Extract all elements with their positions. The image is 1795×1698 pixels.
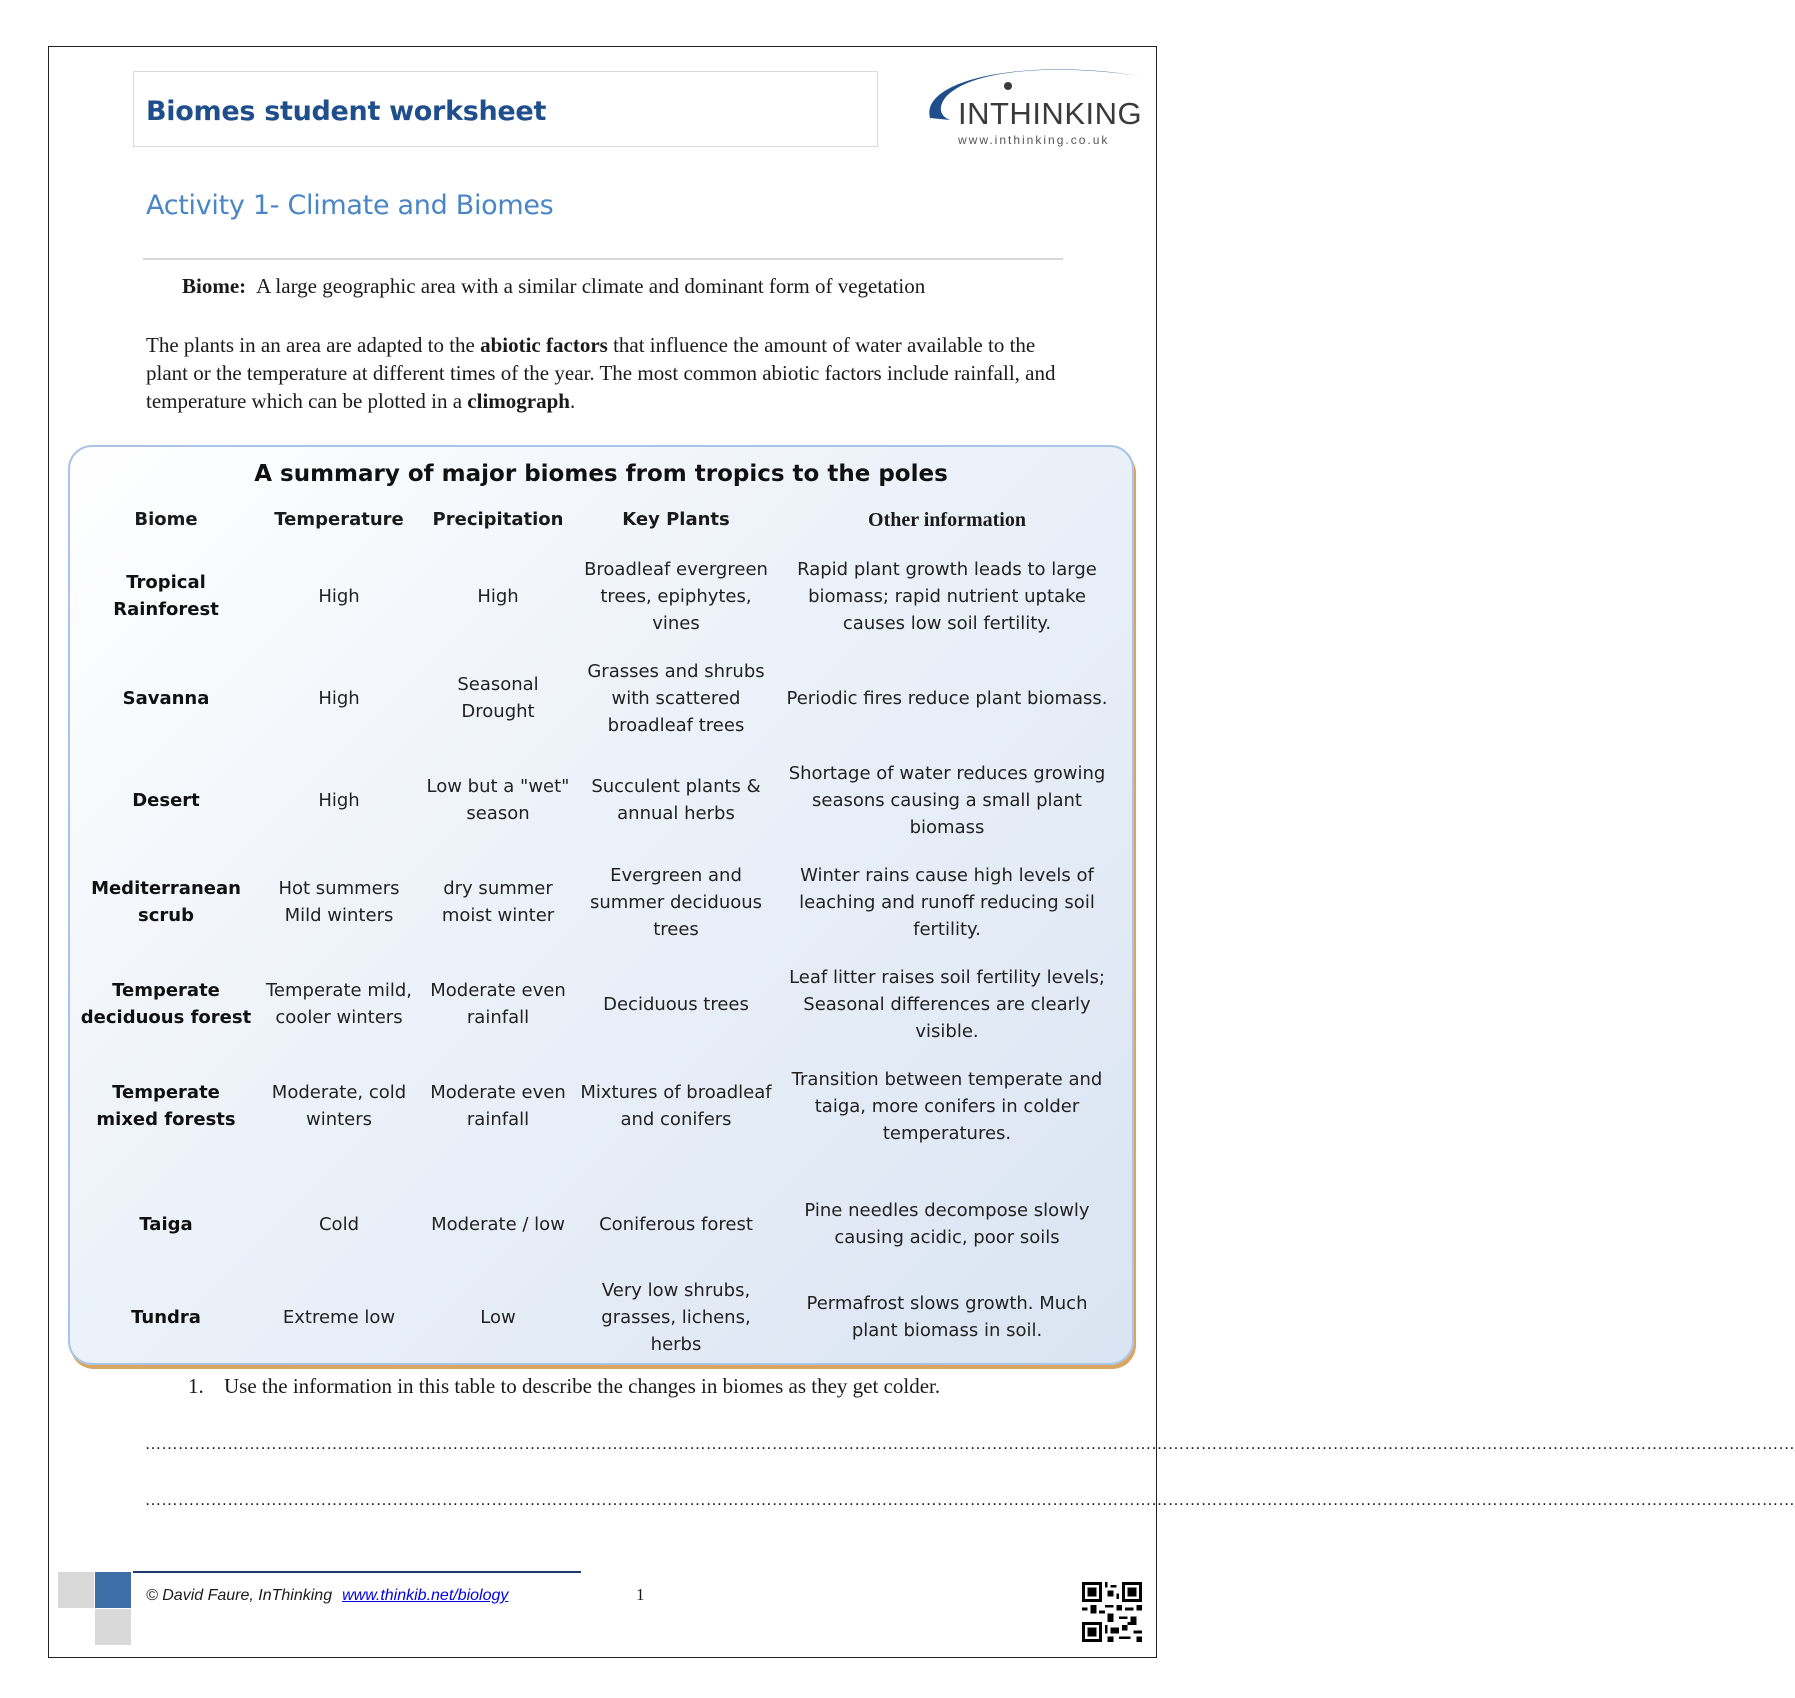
temperature-cell: Temperate mild, cooler winters [265, 980, 412, 1028]
document-title: Biomes student worksheet [146, 96, 547, 127]
definition-term: Biome: [182, 274, 247, 298]
footer-square-decoration [58, 1572, 94, 1608]
biome-name: Mediterranean scrub [91, 878, 241, 926]
biome-name: Desert [132, 789, 200, 811]
table-row [70, 1061, 1132, 1151]
temperature-cell: Moderate, cold winters [271, 1082, 407, 1130]
intro-bold-abiotic: abiotic factors [480, 333, 608, 357]
intro-text-1: The plants in an area are adapted to the [146, 333, 481, 357]
biome-name: Temperate mixed forests [96, 1082, 236, 1130]
table-row [70, 755, 1132, 845]
plants-cell: Broadleaf evergreen trees, epiphytes, vines [584, 558, 768, 634]
table-row [70, 1272, 1132, 1362]
temperature-cell: High [318, 687, 360, 709]
precipitation-cell: Seasonal Drought [457, 674, 539, 722]
footer-line [133, 1571, 581, 1573]
footer-square-decoration [95, 1572, 131, 1608]
other-info-cell: Leaf litter raises soil fertility levels; Seasonal differences are clearly visible. [789, 966, 1105, 1042]
temperature-cell: Extreme low [282, 1306, 396, 1328]
activity-title: Activity 1- Climate and Biomes [146, 190, 554, 221]
precipitation-cell: Moderate even rainfall [430, 980, 566, 1028]
other-info-cell: Pine needles decompose slowly causing acidic, poor soils [804, 1200, 1090, 1248]
summary-title: A summary of major biomes from tropics to the poles [254, 461, 948, 487]
logo-url: www.inthinking.co.uk [958, 133, 1110, 147]
biome-name: Tundra [131, 1306, 201, 1328]
precipitation-cell: Low [480, 1306, 516, 1328]
other-info-cell: Transition between temperate and taiga, more conifers in colder temperatures. [791, 1068, 1103, 1144]
intro-text-3: . [569, 389, 576, 413]
biome-definition [182, 274, 925, 299]
table-row [70, 551, 1132, 641]
plants-cell: Very low shrubs, grasses, lichens, herbs [601, 1279, 751, 1355]
temperature-cell: High [318, 585, 360, 607]
header-biome: Biome [134, 509, 198, 530]
plants-cell: Evergreen and summer deciduous trees [589, 864, 763, 940]
intro-text-2: that influence the amount of water available to the plant or the temperature at different times of the year. The most common abiotic factors include rainfall, and temperature which can be plotted in a [146, 333, 1056, 413]
precipitation-cell: Moderate / low [431, 1213, 565, 1235]
temperature-cell: Hot summers Mild winters [278, 878, 400, 926]
temperature-cell: Cold [318, 1213, 359, 1235]
other-info-cell: Shortage of water reduces growing seasons causing a small plant biomass [788, 762, 1106, 838]
answer-line-1[interactable]: ………………………………………………………………………………………………………………………………………………………………………………………………………………………………………………………………………… [145, 1436, 1795, 1453]
other-info-cell: Rapid plant growth leads to large biomass; rapid nutrient uptake causes low soil fertility. [797, 558, 1097, 634]
intro-bold-climograph: climograph [467, 389, 570, 413]
qr-code-icon [1082, 1582, 1142, 1642]
table-row [70, 653, 1132, 743]
table-row [70, 1179, 1132, 1269]
definition-text: A large geographic area with a similar climate and dominant form of vegetation [256, 274, 926, 298]
biome-name: Temperate deciduous forest [80, 980, 252, 1028]
temperature-cell: High [318, 789, 360, 811]
page-number: 1 [636, 1585, 645, 1604]
plants-cell: Grasses and shrubs with scattered broadleaf trees [587, 660, 765, 736]
question-1 [188, 1374, 940, 1399]
plants-cell: Succulent plants & annual herbs [591, 776, 761, 824]
table-row [70, 959, 1132, 1049]
biome-name: Taiga [139, 1213, 193, 1235]
biome-name: Savanna [122, 687, 210, 709]
copyright-text: © David Faure, InThinking [146, 1587, 333, 1604]
header-other-information: Other information [868, 509, 1026, 531]
answer-line-2[interactable]: ………………………………………………………………………………………………………………………………………………………………………………………………………………………………………………………………………… [145, 1492, 1795, 1509]
precipitation-cell: Moderate even rainfall [430, 1082, 566, 1130]
header-temperature: Temperature [274, 509, 404, 530]
table-row [70, 857, 1132, 947]
question-number: 1. [188, 1374, 204, 1398]
divider [143, 258, 1063, 260]
precipitation-cell: High [477, 585, 519, 607]
intro-paragraph [146, 331, 1056, 415]
precipitation-cell: Low but a "wet" season [426, 776, 570, 824]
other-info-cell: Periodic fires reduce plant biomass. [786, 687, 1108, 709]
logo-text: INTHINKING [958, 96, 1143, 131]
plants-cell: Deciduous trees [603, 993, 749, 1015]
footer-copyright [146, 1587, 508, 1605]
precipitation-cell: dry summer moist winter [441, 878, 555, 926]
footer-link[interactable]: www.thinkib.net/biology [342, 1587, 509, 1604]
other-info-cell: Winter rains cause high levels of leaching and runoff reducing soil fertility. [799, 864, 1095, 940]
plants-cell: Mixtures of broadleaf and conifers [580, 1082, 772, 1130]
question-text: Use the information in this table to describe the changes in biomes as they get colder. [224, 1374, 941, 1398]
other-info-cell: Permafrost slows growth. Much plant biomass in soil. [806, 1293, 1088, 1341]
plants-cell: Coniferous forest [599, 1213, 753, 1235]
header-key-plants: Key Plants [622, 509, 730, 530]
footer-square-decoration [95, 1609, 131, 1645]
header-precipitation: Precipitation [432, 509, 564, 530]
biome-summary-box [68, 445, 1134, 1365]
biome-name: Tropical Rainforest [113, 572, 219, 620]
